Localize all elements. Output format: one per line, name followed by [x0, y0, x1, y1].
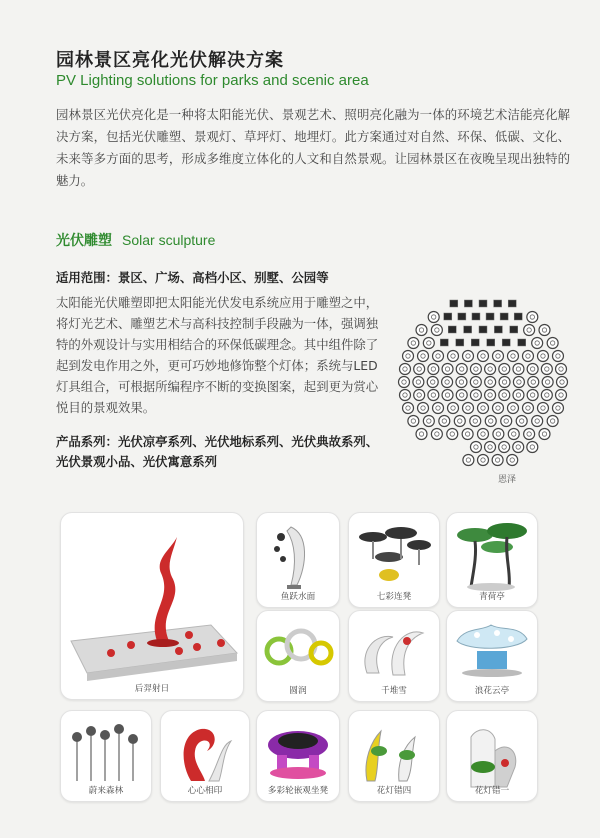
page-title: 园林景区亮化光伏解决方案: [56, 50, 284, 71]
product-caption: 蔚来森林: [88, 786, 124, 796]
section-heading: [56, 230, 215, 250]
section-title-en: Solar sculpture: [122, 232, 216, 248]
product-caption: 多彩轮嵌观坐凳: [267, 786, 329, 796]
globe-sculpture-image: [388, 290, 578, 480]
product-card-flower-four: [348, 710, 440, 802]
product-caption: 鱼跃水面: [280, 592, 316, 602]
intro-paragraph: 园林景区光伏亮化是一种将太阳能光伏、景观艺术、照明亮化融为一体的环境艺术洁能亮化解决方案，包括光伏雕塑、景观灯、草坪灯、地埋灯。此方案通过对自然、环保、低碳、文化、未来等多方面的思考，形成多维度立体化的人文和自然景观。让园林景区在夜晚呈现出独特的魅力。: [56, 107, 570, 188]
product-card-fish: [256, 512, 340, 608]
product-card-snow: [348, 610, 440, 702]
product-caption: 圆润: [289, 686, 307, 696]
product-caption: 后羿射日: [134, 684, 170, 694]
globe-caption: 恩泽: [498, 475, 517, 485]
product-card-colorful-bench: [256, 710, 340, 802]
page-subtitle-en: PV Lighting solutions for parks and scenic area: [56, 72, 369, 89]
product-card-lotus-pavilion: [446, 512, 538, 608]
product-series: 产品系列：光伏凉亭系列、光伏地标系列、光伏典故系列、光伏景观小品、光伏寓意系列: [56, 434, 379, 469]
product-caption: 青荷亭: [479, 592, 505, 602]
product-caption: 花灯错一: [474, 786, 510, 796]
product-card-flower-one: [446, 710, 538, 802]
product-card-rainbow-bench: [348, 512, 440, 608]
section-body: 太阳能光伏雕塑即把太阳能光伏发电系统应用于雕塑之中，将灯光艺术、雕塑艺术与高科技控制手段融为一体，强调独特的外观设计与实用相结合的环保低碳理念。其中组件除了起到发电作用之外，更可巧妙地修饰整个灯体；系统与LED灯具组合，可根据所编程序不断的变换图案，起到更为赏心悦目的景观效果。: [56, 295, 379, 415]
application-scope: 适用范围：景区、广场、高档小区、别墅、公园等: [56, 270, 329, 285]
product-caption: 七彩连凳: [376, 592, 412, 602]
product-caption: 千堆雪: [381, 686, 407, 696]
product-card-forest: [60, 710, 152, 802]
houyi-sculpture-image: [61, 513, 243, 699]
product-card-houyi: [60, 512, 244, 700]
product-caption: 花灯错四: [376, 786, 412, 796]
product-caption: 浪花云亭: [474, 686, 510, 696]
product-card-round: [256, 610, 340, 702]
section-title-cn: 光伏雕塑: [56, 233, 112, 249]
product-card-heart: [160, 710, 250, 802]
product-card-wave-cloud: [446, 610, 538, 702]
product-caption: 心心相印: [187, 786, 223, 796]
